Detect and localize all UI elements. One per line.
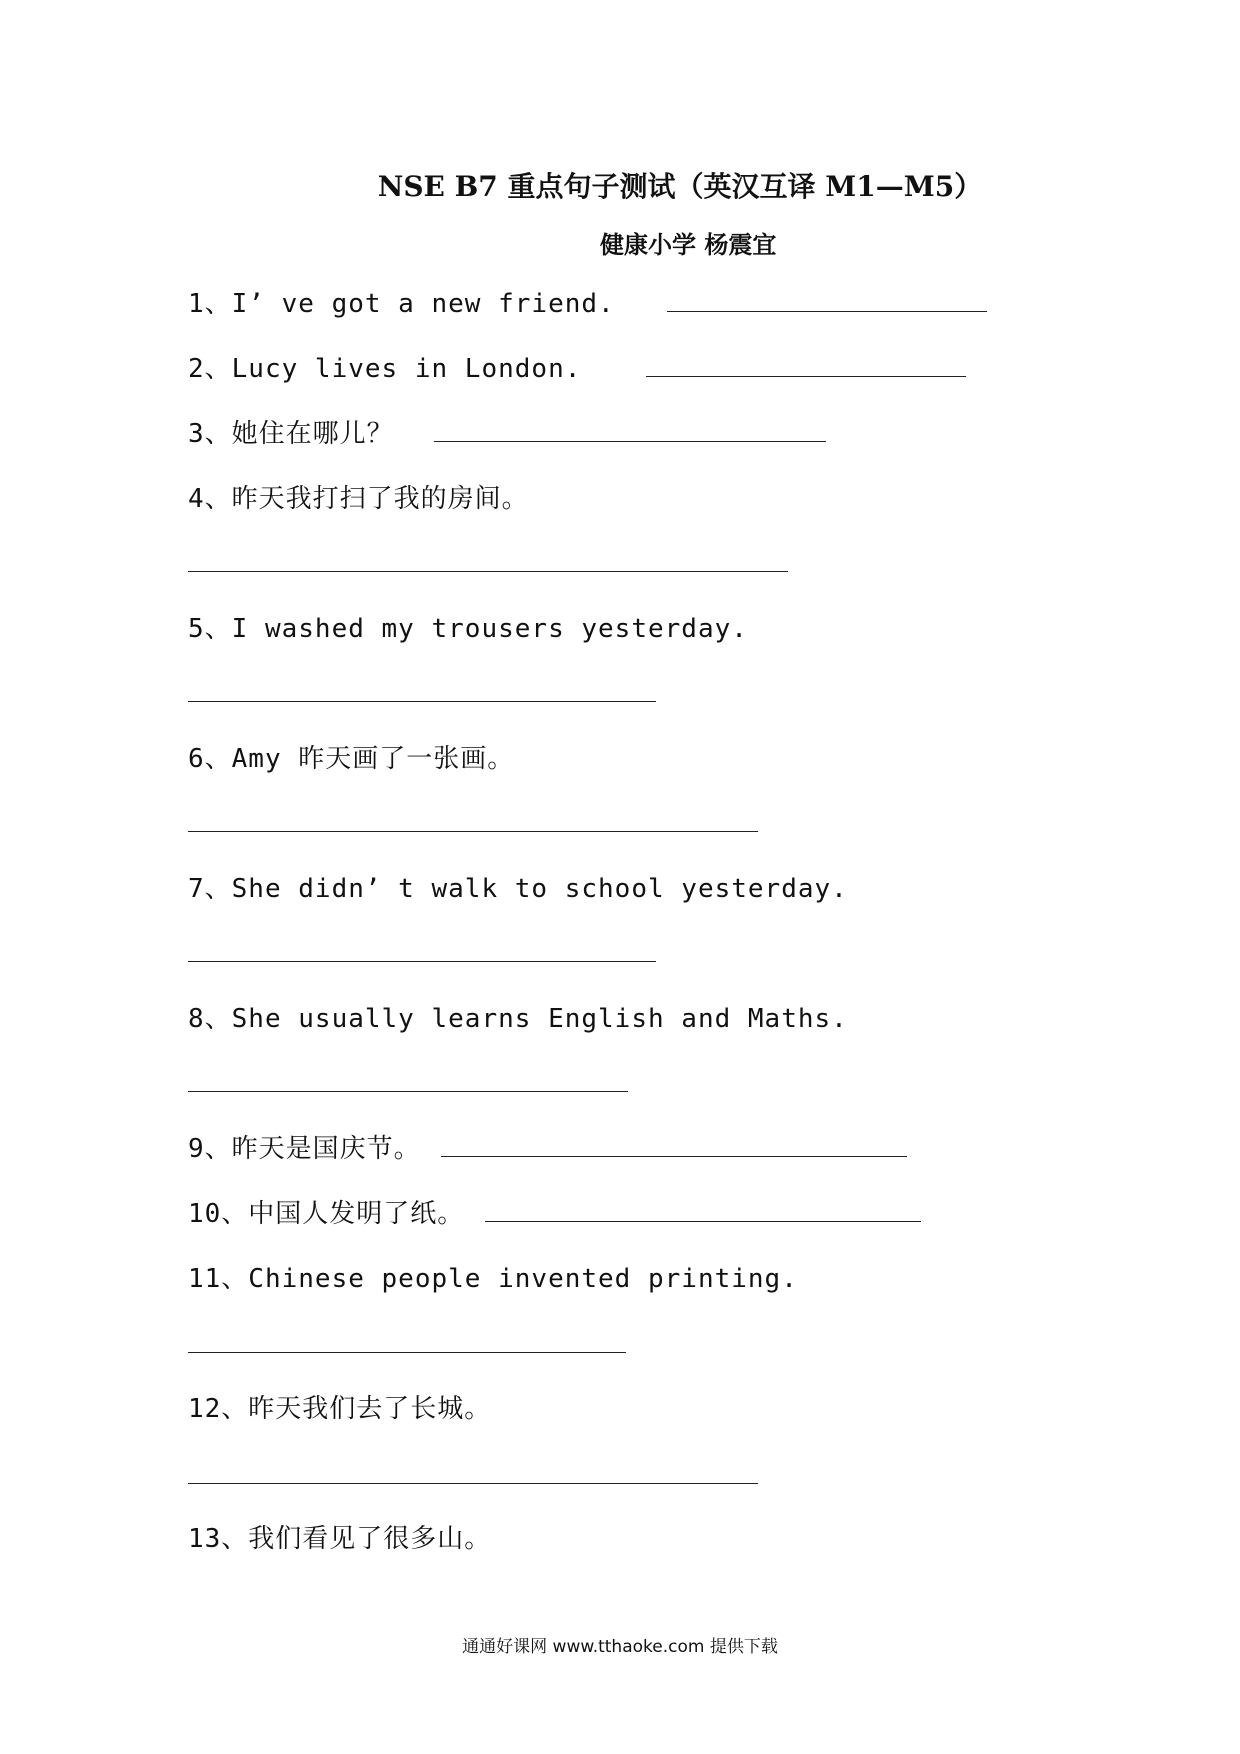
- question-2: 2、Lucy lives in London.: [188, 348, 966, 385]
- question-11: 11、Chinese people invented printing.: [188, 1264, 798, 1294]
- answer-line-10[interactable]: [485, 1199, 921, 1222]
- answer-line-6[interactable]: [188, 831, 758, 832]
- question-12: 12、昨天我们去了长城。: [188, 1394, 492, 1424]
- footer-source: 通通好课网 www.tthaoke.com 提供下载: [462, 1637, 778, 1657]
- question-13: 13、我们看见了很多山。: [188, 1524, 492, 1554]
- answer-line-5[interactable]: [188, 701, 656, 702]
- question-5: 5、I washed my trousers yesterday.: [188, 614, 748, 644]
- answer-line-3[interactable]: [434, 419, 826, 442]
- question-10: 10、中国人发明了纸。: [188, 1193, 921, 1230]
- question-4: 4、昨天我打扫了我的房间。: [188, 484, 529, 514]
- answer-line-8[interactable]: [188, 1091, 628, 1092]
- question-8: 8、She usually learns English and Maths.: [188, 1004, 848, 1034]
- question-1: 1、I’ ve got a new friend.: [188, 283, 987, 320]
- page-title: NSE B7 重点句子测试（英汉互译 M1—M5）: [377, 170, 983, 203]
- question-6: 6、Amy 昨天画了一张画。: [188, 744, 515, 774]
- answer-line-11[interactable]: [188, 1352, 626, 1353]
- answer-line-1[interactable]: [667, 289, 987, 312]
- question-7: 7、She didn’ t walk to school yesterday.: [188, 874, 848, 904]
- question-9: 9、昨天是国庆节。: [188, 1128, 907, 1165]
- answer-line-7[interactable]: [188, 961, 656, 962]
- answer-line-12[interactable]: [188, 1483, 758, 1484]
- question-3: 3、她住在哪儿？: [188, 413, 826, 450]
- author-line: 健康小学 杨震宜: [600, 231, 777, 259]
- answer-line-9[interactable]: [441, 1134, 907, 1157]
- answer-line-4[interactable]: [188, 571, 788, 572]
- answer-line-2[interactable]: [646, 354, 966, 377]
